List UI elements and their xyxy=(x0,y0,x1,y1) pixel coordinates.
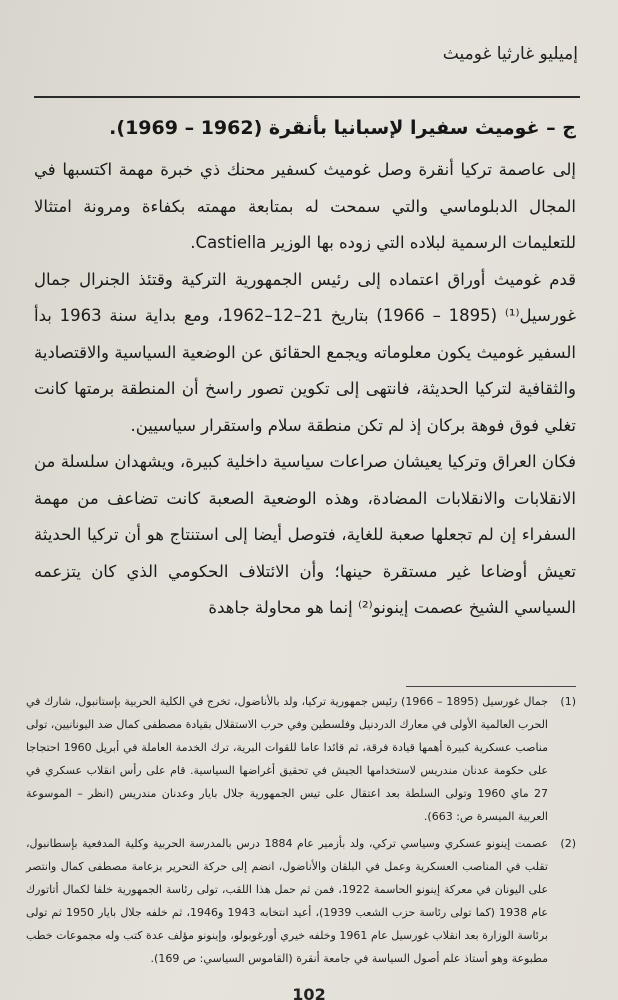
footnote-text: جمال غورسيل (1895 – 1966) رئيس جمهورية تركيا، ولد بالأناضول، تخرج في الكلية الحربية بإستانبول، شارك في الحرب العالمية الأولى في معارك الدردنيل وفلسطين وفي حرب الاستقلال بقيادة مصطفى كمال ضد اليونانيين، تولى مناصب عسكرية كبيرة أهمها قيادة فرقة، ثم قائدا عاما للقوات البرية، ترك الخدمة العاملة في أبريل 1960 احتجاجا على حكومة عدنان مندريس لاستخدامها الجيش في تحقيق أغراضها السياسية. قام على رأس انقلاب عسكري في 27 ماي 1960 وتولى السلطة بعد اعتقال على تيس الجمهورية جلال بايار وعدنان مندريس (انظر – الموسوعة العربية الميسرة ص: 663). xyxy=(26,695,549,823)
footnote-text: عصمت إينونو عسكري وسياسي تركي، ولد بأزمير عام 1884 درس بالمدرسة الحربية وكلية المدفعية بإسطانبول، تقلب في المناصب العسكرية وعمل في البلقان والأناضول، انضم إلى حركة التحرير بزعامة مصطفى كمال وانتصر على اليونان في معركة إينونو الحاسمة 1922، فمن ثم حمل هذا اللقب، تولى رئاسة الجمهورية خلفا لكمال أتاتورك عام 1938 (كما تولى رئاسة حزب الشعب 1939)، أعيد انتخابه 1943 و1946، ثم خلفه جلال بايار 1950 ثم تولى برئاسة الوزارة بعد انقلاب غورسيل عام 1961 وخلفه خيري أورغوبولو، وإينونو مؤلف عدة كتب وله مجموعات خطب مطبوعة وهو أستاذ علم أصول السياسة في جامعة أنقرة (القاموس السياسي: ص 169). xyxy=(26,837,549,965)
footnotes xyxy=(26,690,576,970)
header-divider xyxy=(34,96,580,98)
paragraph: فكان العراق وتركيا يعيشان صراعات سياسية داخلية كبيرة، ويشهدان سلسلة من الانقلابات والانقلابات المضادة، وهذه الوضعية الصعبة كانت تضاعف من مهمة السفراء إن لم تجعلها صعبة للغاية، فتوصل أيضا إلى استنتاج هو أن تركيا الحديثة تعيش أوضاعا غير مستقرة حينها؛ وأن الائتلاف الحكومي الذي كان يتزعمه السياسي الشيخ عصمت إينونو⁽²⁾ إنما هو محاولة جاهدة xyxy=(34,452,576,617)
footnote-divider xyxy=(406,686,576,687)
paragraph: إلى عاصمة تركيا أنقرة وصل غوميث كسفير محنك ذي خبرة مهمة اكتسبها في المجال الدبلوماسي والتي سمحت له بمتابعة مهمته بكفاءة ومرونة امتثالا للتعليمات الرسمية لبلاده التي زوده بها الوزير Castiella. xyxy=(34,160,576,252)
section-heading: ج – غوميث سفيرا لإسبانيا بأنقرة (1962 – 1969). xyxy=(109,117,576,139)
running-header: إميليو غارثيا غوميث xyxy=(442,44,578,64)
footnote xyxy=(26,832,576,970)
footnote-number: (1) xyxy=(560,695,576,708)
body-text xyxy=(34,152,576,627)
paragraph: قدم غوميث أوراق اعتماده إلى رئيس الجمهورية التركية وقتئذ الجنرال جمال غورسيل⁽¹⁾ (1895 – 1966) بتاريخ 21–12–1962، ومع بداية سنة 1963 بدأ السفير غوميث يكون معلوماته ويجمع الحقائق عن الوضعية السياسية والاقتصادية والثقافية لتركيا الحديثة، فانتهى إلى تكوين تصور راسخ أن المنطقة برمتها كانت تغلي فوق فوهة بركان إذ لم تكن منطقة سلام واستقرار سياسيين. xyxy=(34,269,576,435)
footnote-number: (2) xyxy=(560,837,576,850)
footnote xyxy=(26,690,576,828)
page-number: 102 xyxy=(292,985,326,1000)
